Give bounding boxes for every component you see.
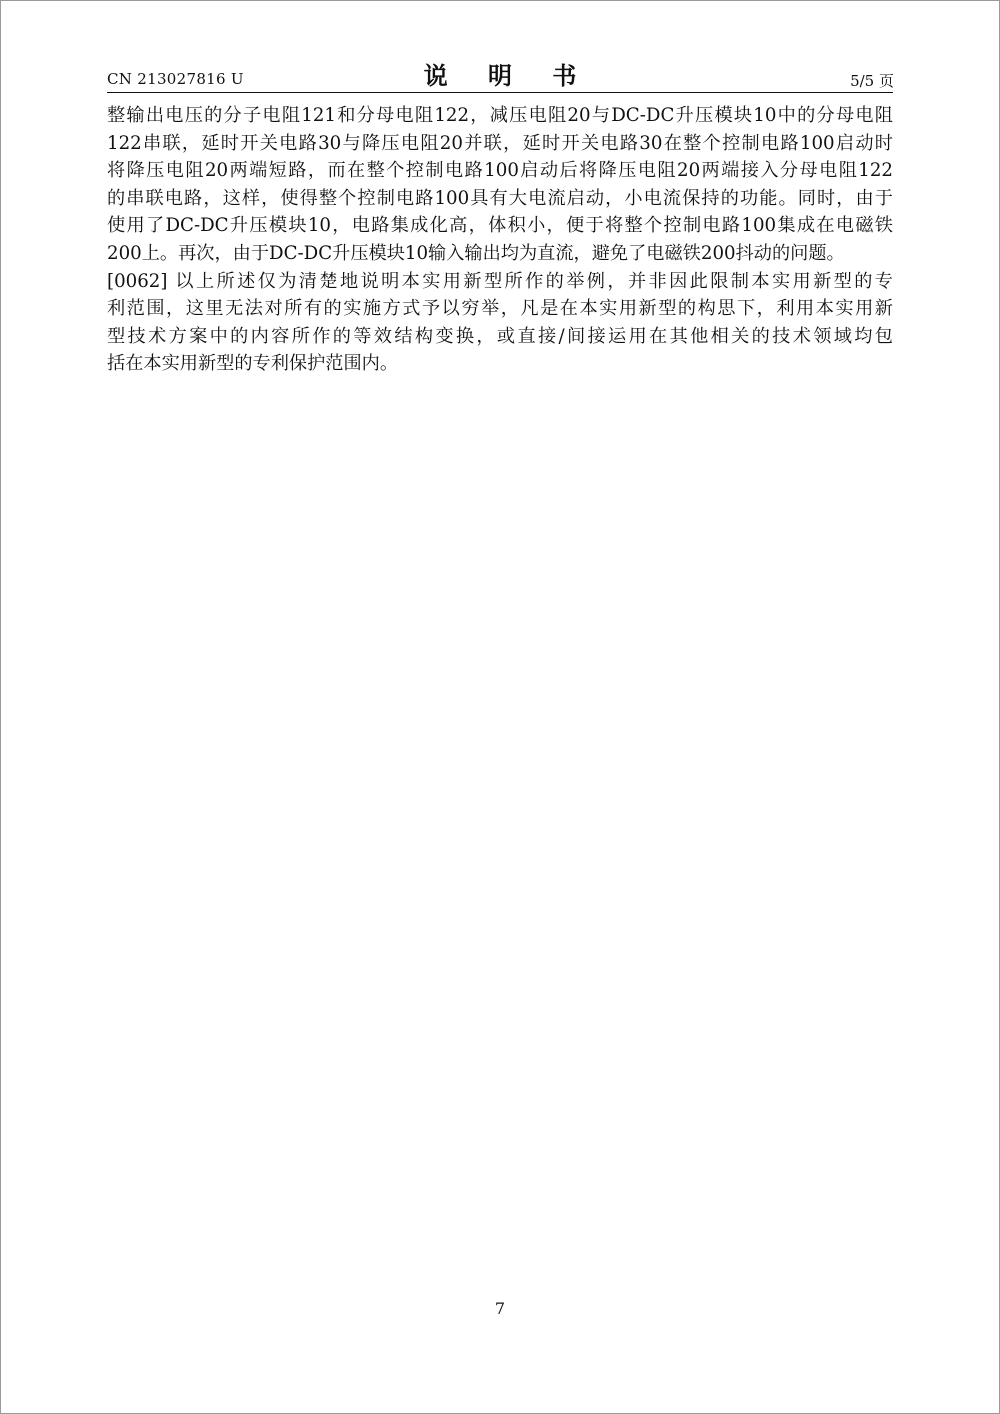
page-indicator: 5/5 页 bbox=[850, 72, 894, 90]
patent-number: CN 213027816 U bbox=[107, 70, 244, 88]
text-line: 型技术方案中的内容所作的等效结构变换，或直接/间接运用在其他相关的技术领域均包 bbox=[107, 325, 893, 347]
text-line: 的串联电路，这样，使得整个控制电路100具有大电流启动，小电流保持的功能。同时，由于 bbox=[107, 187, 893, 209]
text-line: 122串联，延时开关电路30与降压电阻20并联，延时开关电路30在整个控制电路100启动时 bbox=[107, 132, 893, 154]
text-line bbox=[107, 268, 893, 296]
header-divider bbox=[107, 92, 893, 93]
paragraph-0062 bbox=[107, 268, 893, 378]
description-body bbox=[107, 102, 893, 378]
text-line: 括在本实用新型的专利保护范围内。 bbox=[107, 353, 399, 375]
text-line: 将降压电阻20两端短路，而在整个控制电路100启动后将降压电阻20两端接入分母电阻122 bbox=[107, 160, 893, 182]
page-number: 7 bbox=[494, 1299, 506, 1318]
document-title: 说 明 书 bbox=[423, 61, 593, 90]
paragraph-first-line: 以上所述仅为清楚地说明本实用新型所作的举例，并非因此限制本实用新型的专 bbox=[173, 270, 893, 292]
paragraph-number: [0062] bbox=[107, 270, 168, 292]
text-line: 整输出电压的分子电阻121和分母电阻122，减压电阻20与DC-DC升压模块10中的分母电阻 bbox=[107, 105, 893, 126]
text-line: 使用了DC-DC升压模块10，电路集成化高，体积小，便于将整个控制电路100集成在电磁铁 bbox=[107, 215, 893, 237]
text-line: 利范围，这里无法对所有的实施方式予以穷举，凡是在本实用新型的构思下，利用本实用新 bbox=[107, 298, 893, 320]
text-line: 200上。再次，由于DC-DC升压模块10输入输出均为直流，避免了电磁铁200抖动的问题。 bbox=[107, 242, 845, 264]
